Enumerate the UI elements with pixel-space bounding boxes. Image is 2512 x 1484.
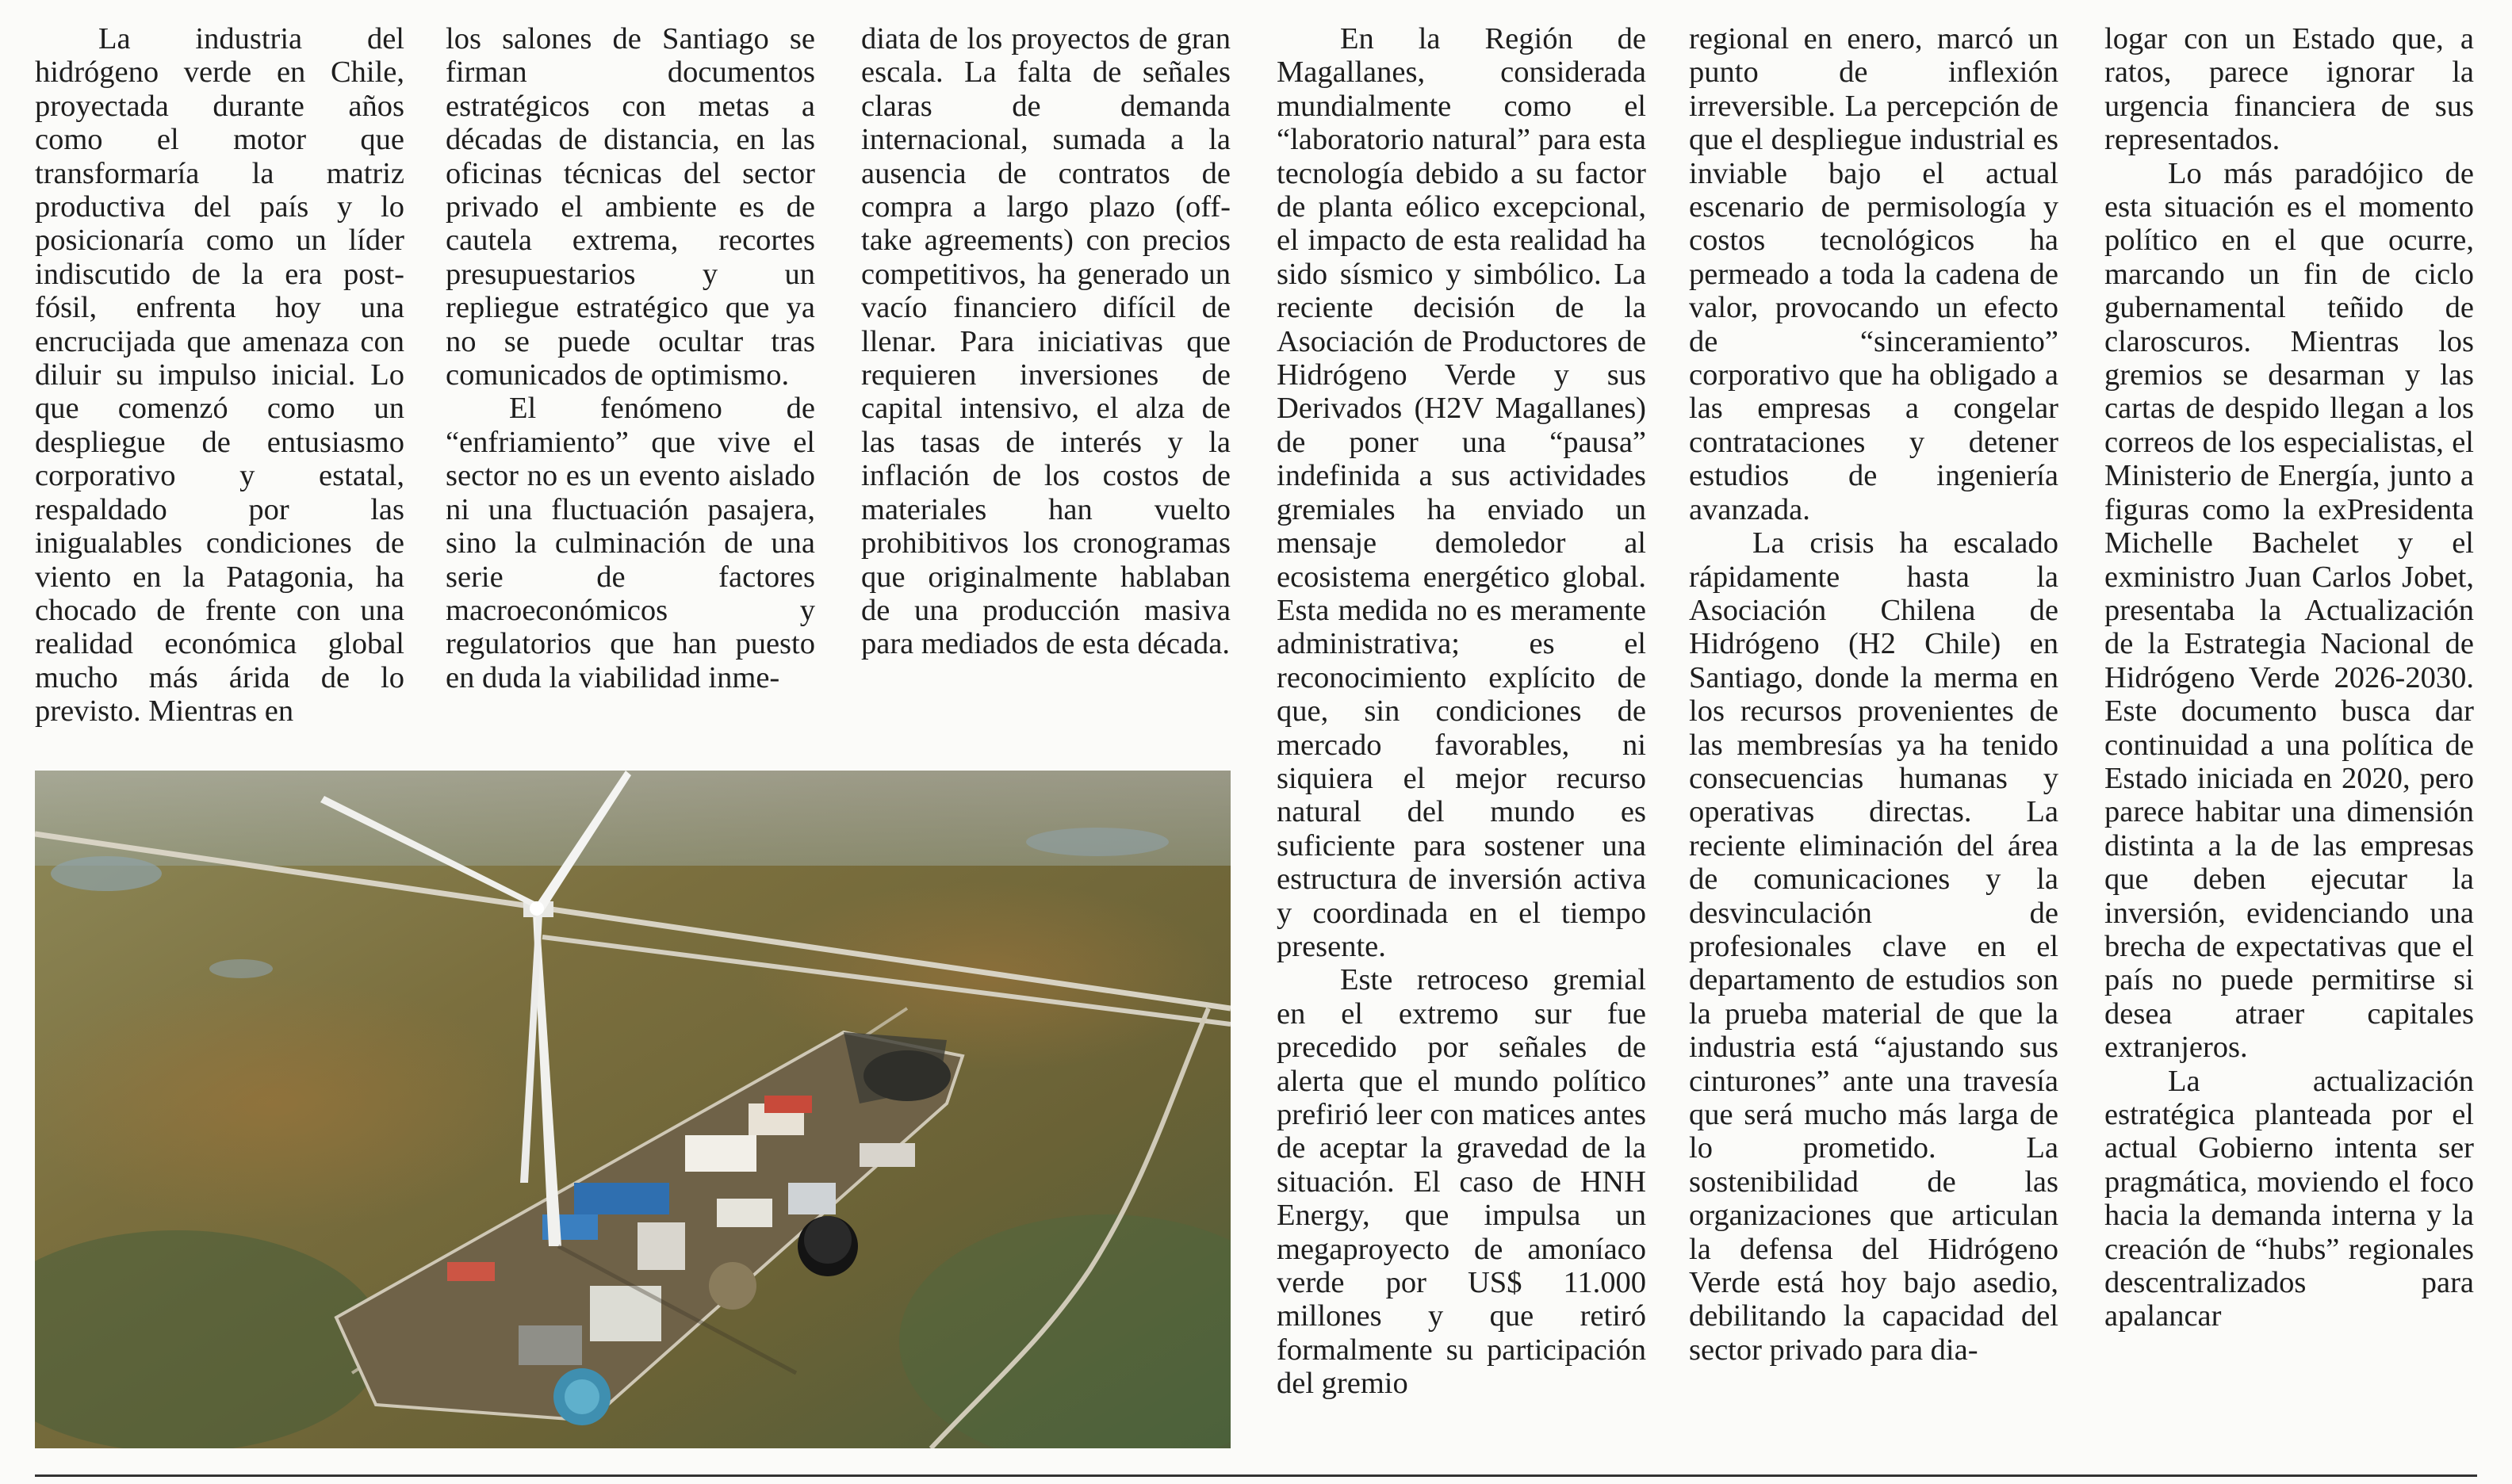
- paragraph: La industria del hidrógeno verde en Chile, proyectada durante años como el motor que transformaría la matriz productiva del país y lo posicionaría como un líder indiscutido de la era post-fósil, enfrenta hoy una encrucijada que amenaza con diluir su impulso inicial. Lo que comenzó como un despliegue de entusiasmo corporativo y estatal, respaldado por las inigualables condiciones de viento en la Patagonia, ha chocado de frente con una realidad económica global mucho más árida de lo previsto. Mientras en: [35, 22, 404, 729]
- paragraph: En la Región de Magallanes, considerada mundialmente como el “laboratorio natural” para esta tecnología debido a su factor de planta eólico excepcional, el impacto de esta realidad ha sido sísmico y simbólico. La reciente decisión de la Asociación de Productores de Hidrógeno Verde y sus Derivados (H2V Magallanes) de poner una “pausa” indefinida a sus actividades gremiales ha enviado un mensaje demoledor al ecosistema energético global. Esta medida no es meramente administrativa; es el reconocimiento explícito de que, sin condiciones de mercado favorables, ni siquiera el mejor recurso natural del mundo es suficiente para sostener una estructura de inversión activa y coordinada en el tiempo presente.: [1277, 22, 1646, 963]
- article-column-1: [35, 22, 404, 729]
- article-column-2: [446, 22, 815, 694]
- aerial-photo-wind-turbine-plant: [35, 771, 1231, 1448]
- paragraph: La actualización estratégica planteada por el actual Gobierno intenta ser pragmática, moviendo el foco hacia la demanda interna y la creación de “hubs” regionales descentralizados para apalancar: [2104, 1064, 2474, 1333]
- paragraph: diata de los proyectos de gran escala. La falta de señales claras de demanda internacional, sumada a la ausencia de contratos de compra a largo plazo (off-take agreements) con precios competitivos, ha generado un vacío financiero difícil de llenar. Para iniciativas que requieren inversiones de capital intensivo, el alza de las tasas de interés y la inflación de los costos de materiales han vuelto prohibitivos los cronogramas que originalmente hablaban de una producción masiva para mediados de esta década.: [861, 22, 1231, 661]
- paragraph: Este retroceso gremial en el extremo sur fue precedido por señales de alerta que el mundo político prefirió leer con matices antes de aceptar la gravedad de la situación. El caso de HNH Energy, que impulsa un megaproyecto de amoníaco verde por US$ 11.000 millones y que retiró formalmente su participación del gremio: [1277, 963, 1646, 1401]
- article-column-3: [861, 22, 1231, 736]
- bottom-rule: [35, 1474, 2477, 1477]
- paragraph: El fenómeno de “enfriamiento” que vive el sector no es un evento aislado ni una fluctuación pasajera, sino la culminación de una serie de factores macroeconómicos y regulatorios que han puesto en duda la viabilidad inme-: [446, 392, 815, 694]
- article-column-5: [1689, 22, 2058, 1367]
- paragraph: regional en enero, marcó un punto de inflexión irreversible. La percepción de que el despliegue industrial es inviable bajo el actual escenario de permisología y costos tecnológicos ha permeado a toda la cadena de valor, provocando un efecto de “sinceramiento” corporativo que ha obligado a las empresas a congelar contrataciones y detener estudios de ingeniería avanzada.: [1689, 22, 2058, 526]
- paragraph: Lo más paradójico de esta situación es el momento político en el que ocurre, marcando un fin de ciclo gubernamental teñido de claroscuros. Mientras los gremios se desarman y las cartas de despido llegan a los correos de los especialistas, el Ministerio de Energía, junto a figuras como la exPresidenta Michelle Bachelet y el exministro Juan Carlos Jobet, presentaba la Actualización de la Estrategia Nacional de Hidrógeno Verde 2026-2030. Este documento busca dar continuidad a una política de Estado iniciada en 2020, pero parece habitar una dimensión distinta a la de las empresas que deben ejecutar la inversión, evidenciando una brecha de expectativas que el país no puede permitirse si desea atraer capitales extranjeros.: [2104, 156, 2474, 1065]
- paragraph: logar con un Estado que, a ratos, parece ignorar la urgencia financiera de sus representados.: [2104, 22, 2474, 157]
- article-column-4: [1277, 22, 1646, 1401]
- paragraph: los salones de Santiago se firman documentos estratégicos con metas a décadas de distancia, en las oficinas técnicas del sector privado el ambiente es de cautela extrema, recortes presupuestarios y un repliegue estratégico que ya no se puede ocultar tras comunicados de optimismo.: [446, 22, 815, 392]
- article-column-6: [2104, 22, 2474, 1333]
- paragraph: La crisis ha escalado rápidamente hasta la Asociación Chilena de Hidrógeno (H2 Chile) en Santiago, donde la merma en los recursos provenientes de las membresías ya ha tenido consecuencias humanas y operativas directas. La reciente eliminación del área de comunicaciones y la desvinculación de profesionales clave en el departamento de estudios son la prueba material de que la industria está “ajustando sus cinturones” ante una travesía que será mucho más larga de lo prometido. La sostenibilidad de las organizaciones que articulan la defensa del Hidrógeno Verde está hoy bajo asedio, debilitando la capacidad del sector privado para dia-: [1689, 526, 2058, 1367]
